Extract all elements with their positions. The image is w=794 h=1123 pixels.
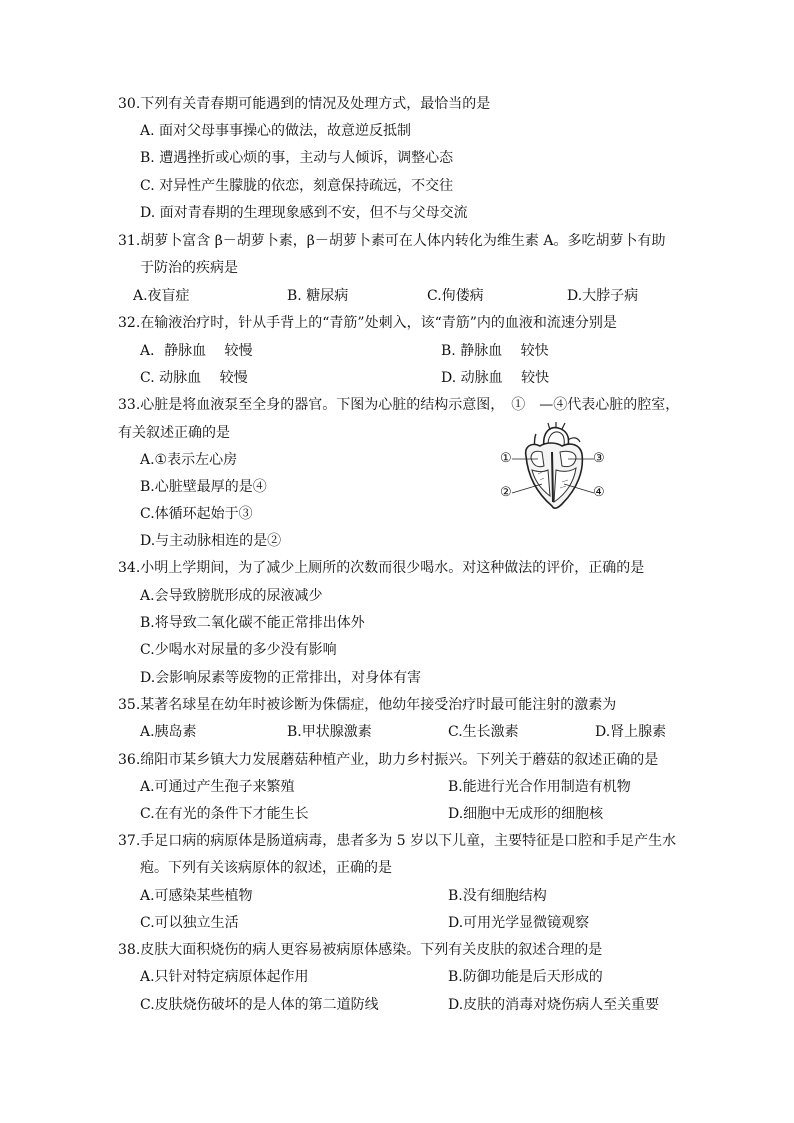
q38-option-c: C.皮肤烧伤破坏的是人体的第二道防线 <box>140 997 379 1013</box>
q37-stem-line1: 37.手足口病的病原体是肠道病毒，患者多为 5 岁以下儿童，主要特征是口腔和手足产生水 <box>118 833 677 849</box>
q37-option-c: C.可以独立生活 <box>140 915 239 931</box>
q38-option-a: A.只针对特定病原体起作用 <box>140 969 309 985</box>
heart-label-1: ① <box>500 451 512 466</box>
q31-stem-line1: 31.胡萝卜富含 β－胡萝卜素，β－胡萝卜素可在人体内转化为维生素 A。多吃胡萝卜有助 <box>118 233 666 249</box>
q34-option-b: B.将导致二氧化碳不能正常排出体外 <box>140 615 365 631</box>
q31-option-c: C.佝偻病 <box>427 288 484 304</box>
q34-option-d: D.会影响尿素等废物的正常排出，对身体有害 <box>140 670 422 686</box>
q37-option-d: D.可用光学显微镜观察 <box>448 915 590 931</box>
q30-option-d: D. 面对青春期的生理现象感到不安，但不与父母交流 <box>140 205 468 221</box>
q32-option-b: B. 静脉血 较快 <box>441 343 549 359</box>
q32-option-d: D. 动脉血 较快 <box>441 370 550 386</box>
q30-option-c: C. 对异性产生朦胧的依恋，刻意保持疏远，不交往 <box>140 178 454 194</box>
q37-option-a: A.可感染某些植物 <box>140 888 253 904</box>
q35-stem: 35.某著名球星在幼年时被诊断为侏儒症，他幼年接受治疗时最可能注射的激素为 <box>118 697 617 713</box>
q36-stem: 36.绵阳市某乡镇大力发展蘑菇种植产业，助力乡村振兴。下列关于蘑菇的叙述正确的是 <box>118 752 659 768</box>
q38-stem: 38.皮肤大面积烧伤的病人更容易被病原体感染。下列有关皮肤的叙述合理的是 <box>118 942 603 958</box>
q35-option-b: B.甲状腺激素 <box>287 724 372 740</box>
q34-stem: 34.小明上学期间，为了减少上厕所的次数而很少喝水。对这种做法的评价，正确的是 <box>118 560 645 576</box>
q33-option-c: C.体循环起始于③ <box>140 506 253 522</box>
q32-option-c: C. 动脉血 较慢 <box>140 370 248 386</box>
q31-option-b: B. 糖尿病 <box>287 288 349 304</box>
q33-option-d: D.与主动脉相连的是② <box>140 533 282 549</box>
q31-option-d: D.大脖子病 <box>567 288 639 304</box>
q33-stem-line2: 有关叙述正确的是 <box>118 425 230 441</box>
q35-option-d: D.肾上腺素 <box>595 724 667 740</box>
q32-option-a: A．静脉血 较慢 <box>140 343 253 359</box>
heart-label-4: ④ <box>593 485 605 500</box>
q31-stem-line2: 于防治的疾病是 <box>140 260 238 276</box>
heart-label-2: ② <box>500 485 512 500</box>
q33-stem-line1: 33.心脏是将血液泵至全身的器官。下图为心脏的结构示意图， ① —④代表心脏的腔室， <box>118 397 680 413</box>
q36-option-b: B.能进行光合作用制造有机物 <box>448 779 631 795</box>
q30-option-b: B. 遭遇挫折或心烦的事，主动与人倾诉，调整心态 <box>140 150 454 166</box>
q34-option-a: A.会导致膀胱形成的尿液减少 <box>140 588 323 604</box>
q38-option-b: B.防御功能是后天形成的 <box>448 969 603 985</box>
q37-stem-line2: 疱。下列有关该病原体的叙述，正确的是 <box>140 860 392 876</box>
q31-option-a: A.夜盲症 <box>133 288 190 304</box>
q38-option-d: D.皮肤的消毒对烧伤病人至关重要 <box>448 997 660 1013</box>
heart-label-3: ③ <box>593 451 605 466</box>
q35-option-c: C.生长激素 <box>448 724 519 740</box>
q35-option-a: A.胰岛素 <box>140 724 197 740</box>
q33-option-a: A.①表示左心房 <box>140 452 238 468</box>
q36-option-d: D.细胞中无成形的细胞核 <box>448 806 604 822</box>
q33-option-b: B.心脏壁最厚的是④ <box>140 479 267 495</box>
q34-option-c: C.少喝水对尿量的多少没有影响 <box>140 642 337 658</box>
q32-stem: 32.在输液治疗时，针从手背上的“青筋”处刺入，该“青筋”内的血液和流速分别是 <box>118 315 617 331</box>
q30-option-a: A. 面对父母事事操心的做法，故意逆反抵制 <box>140 123 412 139</box>
q36-option-a: A.可通过产生孢子来繁殖 <box>140 779 295 795</box>
q37-option-b: B.没有细胞结构 <box>448 888 547 904</box>
q36-option-c: C.在有光的条件下才能生长 <box>140 806 309 822</box>
q30-stem: 30.下列有关青春期可能遇到的情况及处理方式，最恰当的是 <box>118 96 491 112</box>
